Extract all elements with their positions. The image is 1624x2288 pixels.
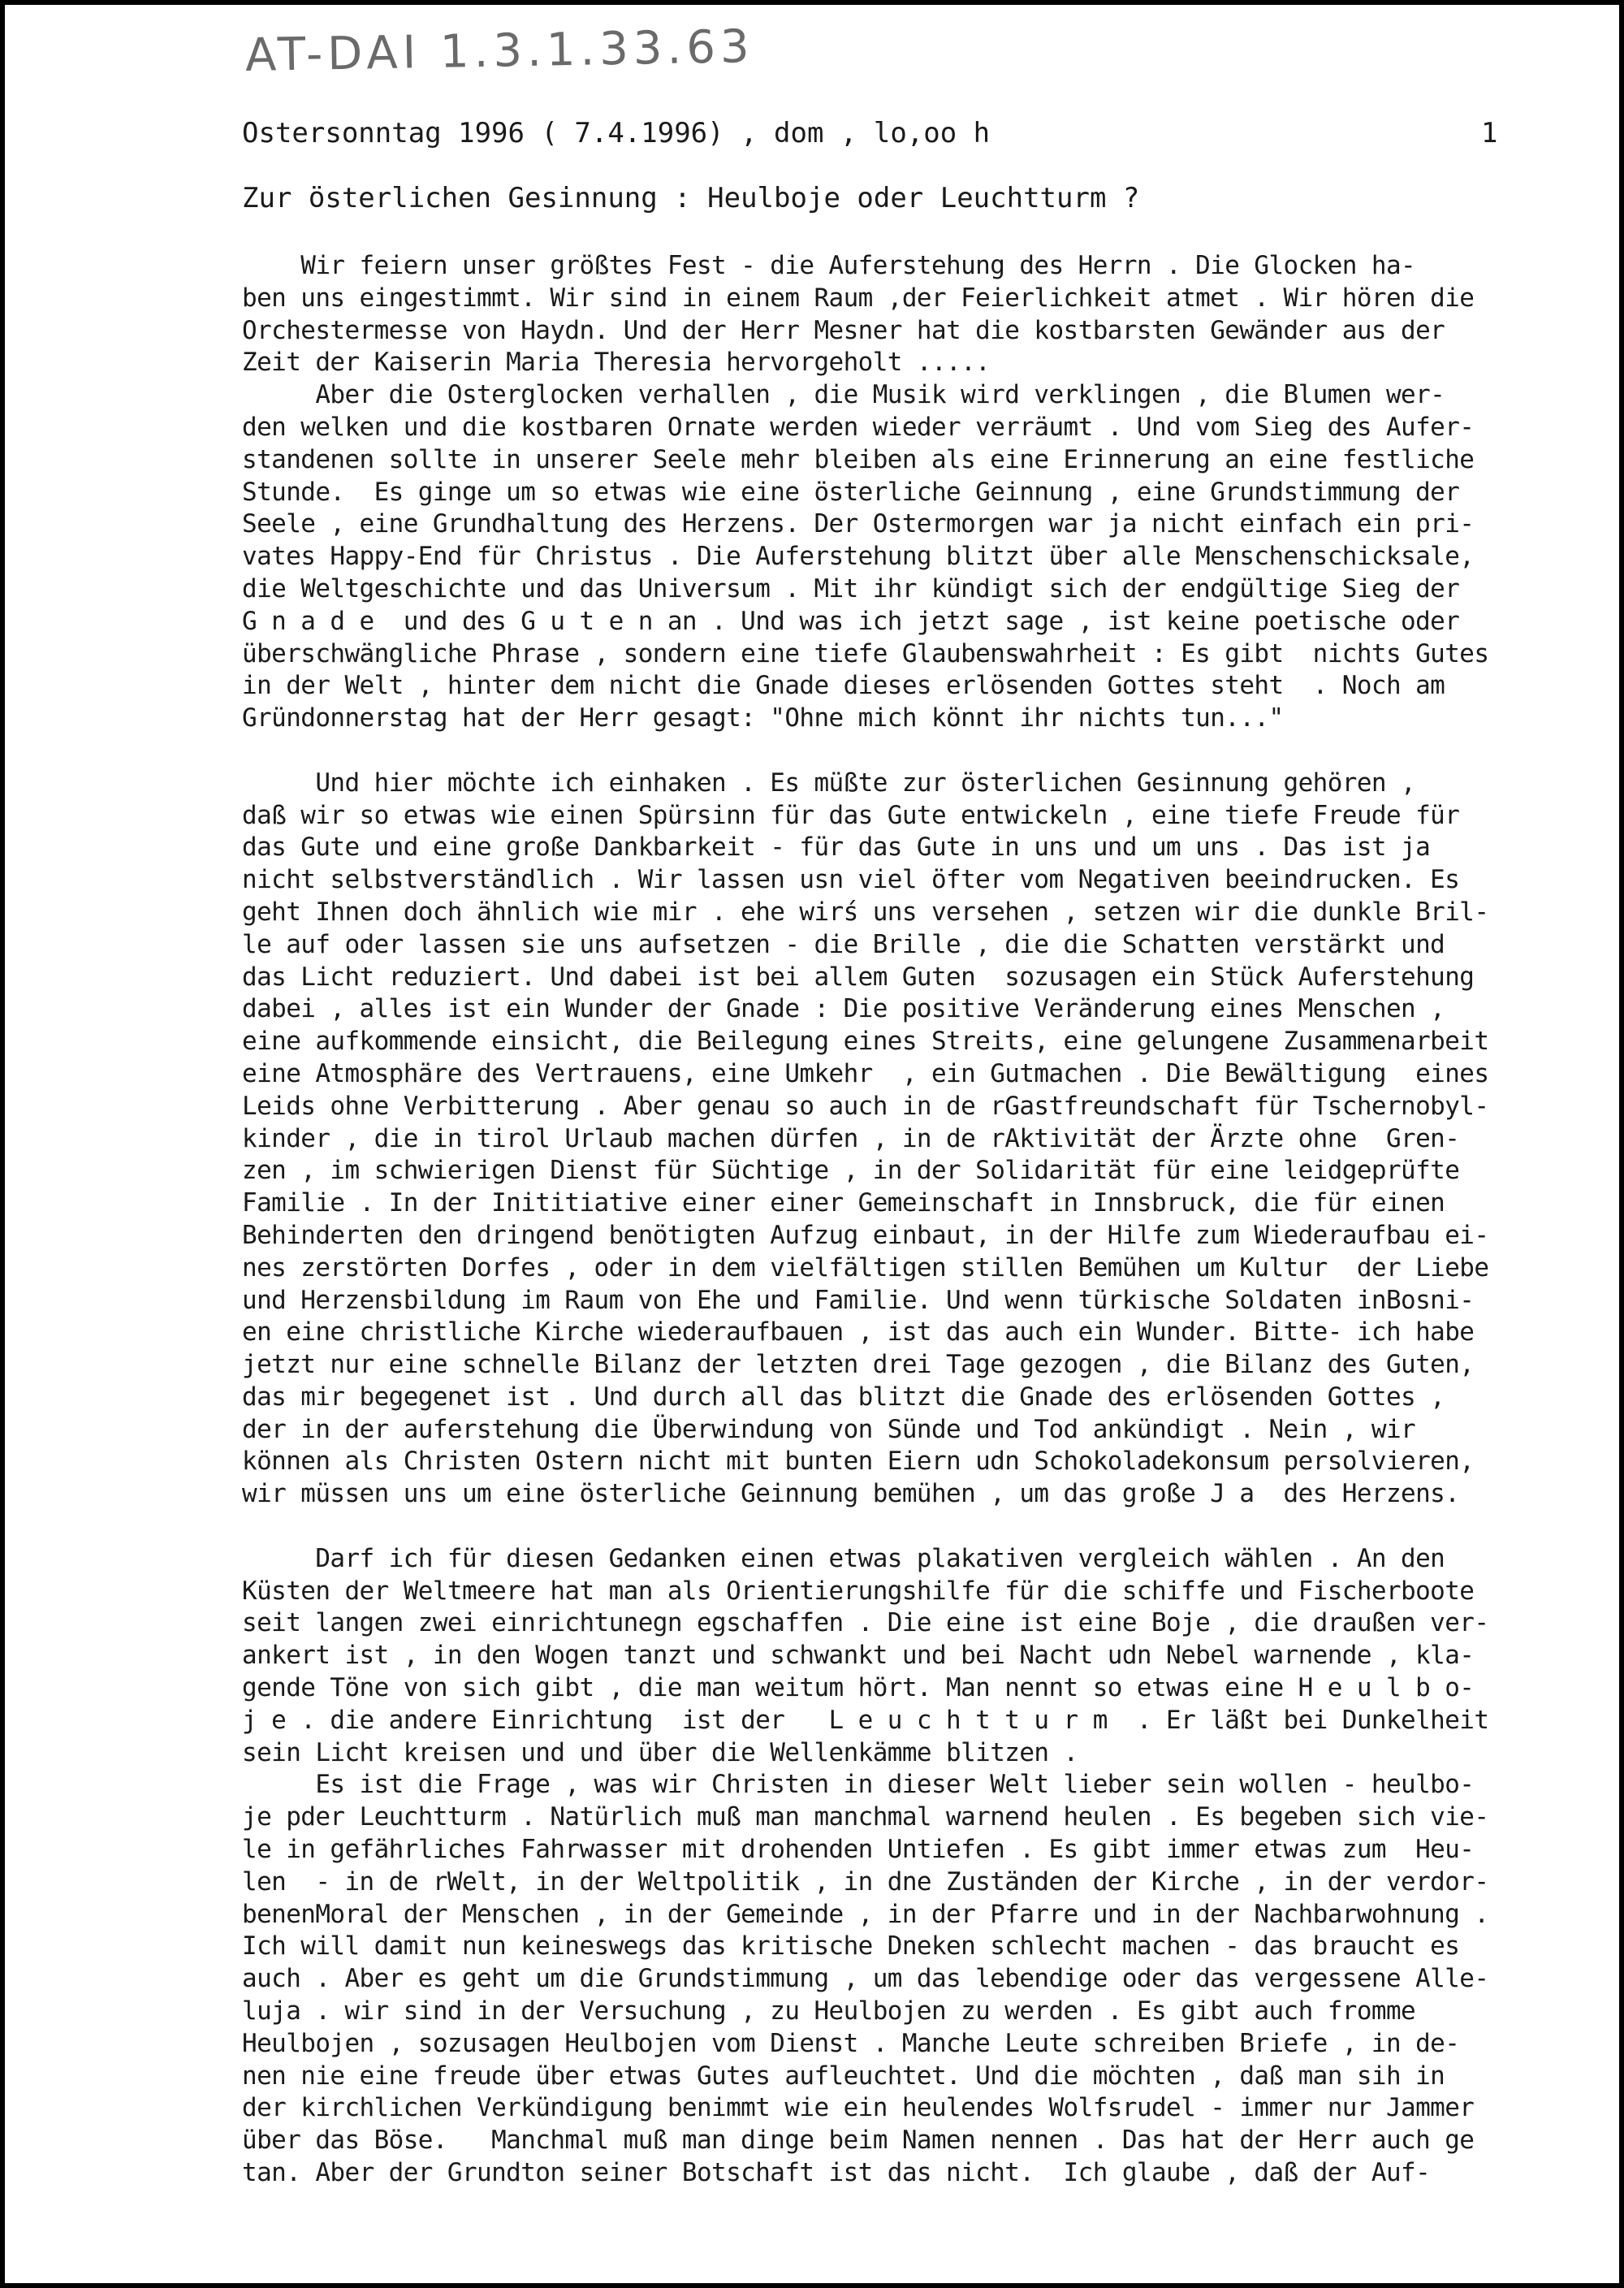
text-line: seit langen zwei einrichtunegn egschaffen . Die eine ist eine Boje , die draußen ver-	[242, 1608, 1489, 1638]
text-line: Darf ich für diesen Gedanken einen etwas plakativen vergleich wählen . An den	[242, 1543, 1445, 1573]
paragraph-gap	[242, 735, 1619, 768]
page-number: 1	[1481, 117, 1498, 149]
text-line: vates Happy-End für Christus . Die Auferstehung blitzt über alle Menschenschicksale,	[242, 542, 1475, 572]
text-line: benenMoral der Menschen , in der Gemeinde , in der Pfarre und in der Nachbarwohnung .	[242, 1899, 1489, 1929]
text-line: Zeit der Kaiserin Maria Theresia hervorgeholt .....	[242, 348, 991, 378]
text-line: dabei , alles ist ein Wunder der Gnade : Die positive Veränderung eines Menschen ,	[242, 994, 1445, 1024]
text-line: Ich will damit nun keineswegs das kritische Dneken schlecht machen - das braucht es	[242, 1931, 1460, 1961]
text-line: Und hier möchte ich einhaken . Es müßte zur österlichen Gesinnung gehören ,	[242, 768, 1416, 798]
text-line: wir müssen uns um eine österliche Geinnung bemühen , um das große J a des Herzens.	[242, 1479, 1460, 1509]
archive-code-handwritten: AT-DAI 1.3.1.33.63	[244, 20, 755, 82]
text-line: Aber die Osterglocken verhallen , die Musik wird verklingen , die Blumen wer-	[242, 380, 1445, 410]
sermon-date-header: Ostersonntag 1996 ( 7.4.1996) , dom , lo,oo h	[242, 117, 991, 149]
text-line: auch . Aber es geht um die Grundstimmung , um das lebendige oder das vergessene Alle-	[242, 1964, 1489, 1994]
text-line: ben uns eingestimmt. Wir sind in einem Raum ,der Feierlichkeit atmet . Wir hören die	[242, 283, 1475, 313]
text-line: Heulbojen , sozusagen Heulbojen vom Dienst . Manche Leute schreiben Briefe , in de-	[242, 2028, 1460, 2058]
text-line: G n a d e und des G u t e n an . Und was ich jetzt sage , ist keine poetische oder	[242, 606, 1460, 636]
text-line: Leids ohne Verbitterung . Aber genau so auch in de rGastfreundschaft für Tschernobyl-	[242, 1091, 1489, 1121]
sermon-body-text	[242, 250, 1619, 2190]
text-line: nes zerstörten Dorfes , oder in dem vielfältigen stillen Bemühen um Kultur der Liebe	[242, 1252, 1489, 1282]
text-line: eine aufkommende einsicht, die Beilegung eines Streits, eine gelungene Zusammenarbeit	[242, 1027, 1489, 1057]
text-line: überschwängliche Phrase , sondern eine tiefe Glaubenswahrheit : Es gibt nichts Gutes	[242, 638, 1489, 668]
text-line: und Herzensbildung im Raum von Ehe und Familie. Und wenn türkische Soldaten inBosni-	[242, 1285, 1475, 1315]
text-line: Gründonnerstag hat der Herr gesagt: "Ohne mich könnt ihr nichts tun..."	[242, 703, 1284, 733]
text-line: daß wir so etwas wie einen Spürsinn für das Gute entwickeln , eine tiefe Freude für	[242, 800, 1460, 830]
text-line: Stunde. Es ginge um so etwas wie eine österliche Geinnung , eine Grundstimmung der	[242, 477, 1460, 507]
text-line: den welken und die kostbaren Ornate werden wieder verräumt . Und vom Sieg des Aufer-	[242, 412, 1475, 442]
text-line: das Gute und eine große Dankbarkeit - für das Gute in uns und um uns . Das ist ja	[242, 833, 1431, 863]
text-line: Küsten der Weltmeere hat man als Orientierungshilfe für die schiffe und Fischerboote	[242, 1576, 1475, 1606]
text-line: luja . wir sind in der Versuchung , zu Heulbojen zu werden . Es gibt auch fromme	[242, 1996, 1416, 2026]
text-line: geht Ihnen doch ähnlich wie mir . ehe wirś uns versehen , setzen wir die dunkle Bril-	[242, 897, 1489, 927]
text-line: standenen sollte in unserer Seele mehr bleiben als eine Erinnerung an eine festliche	[242, 444, 1475, 474]
text-line: die Weltgeschichte und das Universum . Mit ihr kündigt sich der endgültige Sieg der	[242, 573, 1460, 603]
text-line: Seele , eine Grundhaltung des Herzens. Der Ostermorgen war ja nicht einfach ein pri-	[242, 509, 1475, 539]
text-line: jetzt nur eine schnelle Bilanz der letzten drei Tage gezogen , die Bilanz des Guten,	[242, 1350, 1475, 1380]
sermon-subject-title: Zur österlichen Gesinnung : Heulboje oder Leuchtturm ?	[242, 182, 1140, 214]
text-line: können als Christen Ostern nicht mit bunten Eiern udn Schokoladekonsum persolvieren,	[242, 1447, 1475, 1477]
text-line: kinder , die in tirol Urlaub machen dürfen , in de rAktivität der Ärzte ohne Gren-	[242, 1123, 1460, 1153]
text-line: Orchestermesse von Haydn. Und der Herr Mesner hat die kostbarsten Gewänder aus der	[242, 315, 1445, 345]
text-line: tan. Aber der Grundton seiner Botschaft ist das nicht. Ich glaube , daß der Auf-	[242, 2158, 1431, 2188]
text-line: Wir feiern unser größtes Fest - die Auferstehung des Herrn . Die Glocken ha-	[242, 251, 1416, 280]
text-line: nicht selbstverständlich . Wir lassen usn viel öfter vom Negativen beeindrucken. Es	[242, 865, 1460, 895]
text-line: das Licht reduziert. Und dabei ist bei allem Guten sozusagen ein Stück Auferstehung	[242, 962, 1475, 992]
text-line: eine Atmosphäre des Vertrauens, eine Umkehr , ein Gutmachen . Die Bewältigung eines	[242, 1058, 1489, 1088]
text-line: über das Böse. Manchmal muß man dinge beim Namen nennen . Das hat der Herr auch ge	[242, 2126, 1475, 2156]
text-line: zen , im schwierigen Dienst für Süchtige , in der Solidarität für eine leidgeprüfte	[242, 1156, 1460, 1186]
text-line: en eine christliche Kirche wiederaufbauen , ist das auch ein Wunder. Bitte- ich habe	[242, 1317, 1475, 1347]
text-line: je pder Leuchtturm . Natürlich muß man manchmal warnend heulen . Es begeben sich vie-	[242, 1802, 1489, 1832]
text-line: j e . die andere Einrichtung ist der L e u c h t t u r m . Er läßt bei Dunkelheit	[242, 1705, 1489, 1735]
document-page	[5, 5, 1619, 2283]
text-line: Familie . In der Inititiative einer einer Gemeinschaft in Innsbruck, die für einen	[242, 1188, 1445, 1218]
text-line: nen nie eine freude über etwas Gutes aufleuchtet. Und die möchten , daß man sih in	[242, 2061, 1445, 2091]
text-line: das mir begegenet ist . Und durch all das blitzt die Gnade des erlösenden Gottes ,	[242, 1382, 1445, 1412]
text-line: gende Töne von sich gibt , die man weitum hört. Man nennt so etwas eine H e u l b o-	[242, 1673, 1475, 1703]
text-line: Es ist die Frage , was wir Christen in dieser Welt lieber sein wollen - heulbo-	[242, 1770, 1475, 1800]
text-line: sein Licht kreisen und und über die Wellenkämme blitzen .	[242, 1737, 1078, 1767]
text-line: len - in de rWelt, in der Weltpolitik , in dne Zuständen der Kirche , in der verdor-	[242, 1866, 1489, 1897]
text-line: der in der auferstehung die Überwindung von Sünde und Tod ankündigt . Nein , wir	[242, 1414, 1416, 1444]
text-line: le in gefährliches Fahrwasser mit drohenden Untiefen . Es gibt immer etwas zum Heu-	[242, 1835, 1475, 1865]
text-line: in der Welt , hinter dem nicht die Gnade dieses erlösenden Gottes steht . Noch am	[242, 671, 1445, 701]
text-line: ankert ist , in den Wogen tanzt und schwankt und bei Nacht udn Nebel warnende , kla-	[242, 1641, 1475, 1671]
text-line: der kirchlichen Verkündigung benimmt wie ein heulendes Wolfsrudel - immer nur Jammer	[242, 2093, 1475, 2123]
paragraph-gap	[242, 1511, 1619, 1543]
text-line: le auf oder lassen sie uns aufsetzen - die Brille , die die Schatten verstärkt und	[242, 929, 1445, 959]
text-line: Behinderten den dringend benötigten Aufzug einbaut, in der Hilfe zum Wiederaufbau ei-	[242, 1220, 1489, 1250]
